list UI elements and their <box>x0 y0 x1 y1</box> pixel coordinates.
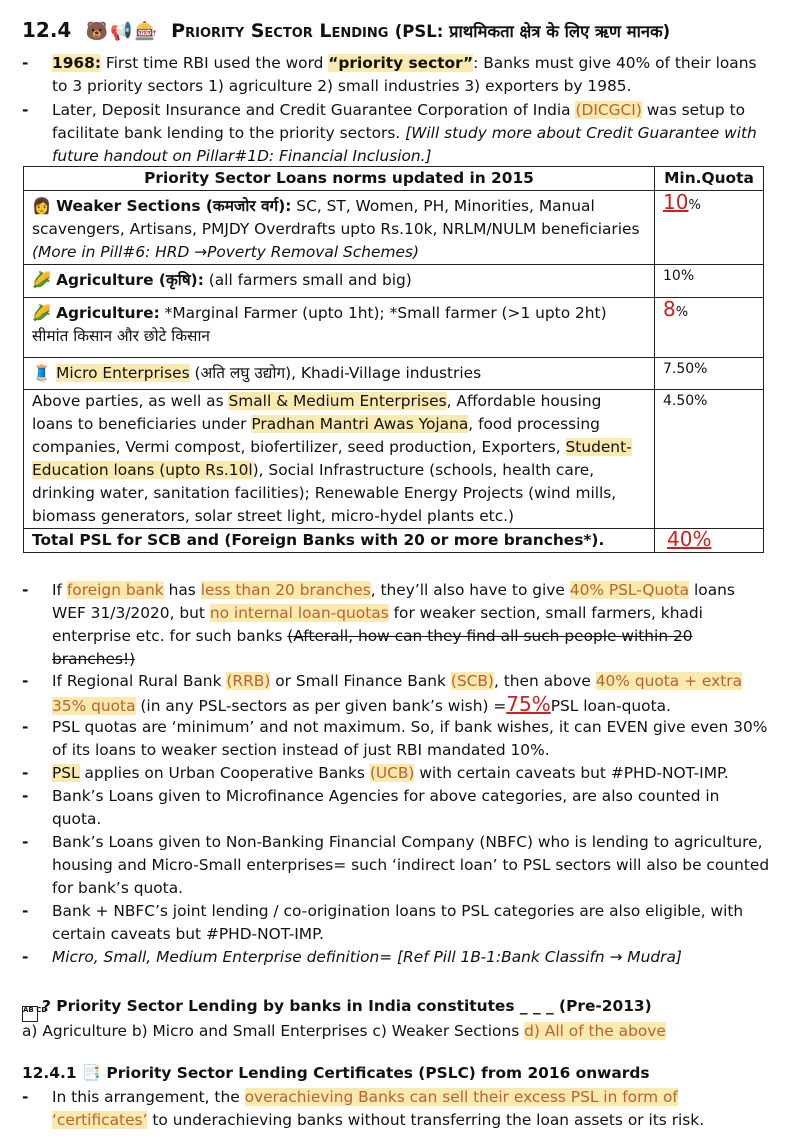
quota-total <box>655 529 764 553</box>
text: , then above <box>493 672 596 690</box>
text: applies on Urban Cooperative Banks <box>79 764 370 782</box>
table-row-other-sectors <box>24 390 655 529</box>
text: was setup to facilitate bank lending to the priority sectors. <box>52 101 746 142</box>
quota-agriculture: 10% <box>655 265 764 298</box>
pslc-number: 12.4.1 <box>22 1064 77 1082</box>
corn-icon: 🌽 <box>32 304 52 322</box>
text: with certain caveats but #PHD-NOT-IMP. <box>414 764 729 782</box>
bullet-pslc: - In this arrangement, the overachieving Banks can sell their excess PSL in form of ‘certificates’ to underachieving banks without transferring the loan assets or its risk. <box>22 1088 705 1129</box>
highlight: (SCB) <box>450 672 494 690</box>
table-row-weaker-sections <box>24 191 655 265</box>
highlight: no internal loan-quotas <box>209 604 389 622</box>
corn-icon: 🌽 <box>32 271 52 289</box>
question-text: Priority Sector Lending by banks in India constitutes _ _ _ (Pre-2013) <box>56 997 652 1015</box>
quiz-answer: d) All of the above <box>524 1022 666 1040</box>
quota-other-sectors: 4.50% <box>655 390 764 529</box>
pslc-title: Priority Sector Lending Certificates (PSLC) from 2016 onwards <box>106 1064 650 1082</box>
text: loans WEF 31/3/2020, but <box>52 581 735 622</box>
text: PSL loan-quota. <box>550 697 671 715</box>
text: (in any PSL-sectors as per given bank’s wish) = <box>135 697 507 715</box>
highlight: Pradhan Mantri Awas Yojana <box>251 415 469 433</box>
woman-icon: 👩 <box>32 197 52 215</box>
text: If Regional Rural Bank <box>52 672 227 690</box>
bullet-microfinance: - Bank’s Loans given to Microfinance Agencies for above categories, are also counted in quota. <box>22 785 772 831</box>
table-row-total: Total PSL for SCB and (Foreign Banks with 20 or more branches*). <box>24 529 655 553</box>
text: PSL quotas are ‘minimum’ and not maximum. So, if bank wishes, it can EVEN give even 30% of its loans to weaker section instead of just RBI mandated 10%. <box>52 718 768 759</box>
pct: % <box>688 198 701 213</box>
row-text: (अति लघु उद्योग), Khadi-Village industries <box>189 364 482 382</box>
abcd-quiz-icon: AB CD <box>22 1006 38 1022</box>
text: In this arrangement, the <box>52 1088 245 1106</box>
psl-norms-table <box>23 166 764 553</box>
row-label: Agriculture: <box>56 304 160 322</box>
row-text: , food processing companies, Vermi compost, biofertilizer, seed production, Exporters, <box>32 415 600 456</box>
bullet-msme-definition: - Micro, Small, Medium Enterprise definition= [Ref Pill 1B-1:Bank Classifn → Mudra] <box>22 946 772 969</box>
text: has <box>163 581 201 599</box>
thread-spool-icon: 🧵 <box>32 364 52 382</box>
row-label: Agriculture (कृषि): <box>56 271 204 289</box>
row-text: *Marginal Farmer (upto 1ht); *Small farmer (>1 upto 2ht) सीमांत किसान और छोटे किसान <box>32 304 607 345</box>
intro-bullet-1968: - 1968: First time RBI used the word “priority sector”: Banks must give 40% of their loans to 3 priority sectors 1) agriculture 2) small industries 3) exporters by 1985. <box>22 54 757 95</box>
row-text: ), Social Infrastructure (schools, health care, drinking water, sanitation facilities); Renewable Energy Projects (wind mills, biomass generators, solar street light, micro-hydel plants etc.) <box>32 461 617 525</box>
section-heading <box>22 19 670 43</box>
bullet-nbfc: - Bank’s Loans given to Non-Banking Financial Company (NBFC) who is lending to agriculture, housing and Micro-Small enterprises= such ‘indirect loan’ to PSL sectors will also be counted for bank’s quota. <box>22 831 772 900</box>
text: Bank’s Loans given to Microfinance Agencies for above categories, are also counted in quota. <box>52 787 720 828</box>
highlight: overachieving Banks can sell their excess PSL in form of ‘certificates’ <box>52 1088 678 1129</box>
highlight: 40% quota + extra 35% quota <box>52 672 743 715</box>
quota-small-farmers <box>655 298 764 358</box>
pslc-heading <box>22 1062 650 1085</box>
table-row-micro-enterprises <box>24 358 655 390</box>
highlight: PSL <box>52 764 80 782</box>
highlight: (RRB) <box>226 672 271 690</box>
intro-bullet-dicgci: - Later, Deposit Insurance and Credit Guarantee Corporation of India (DICGCI) was setup to facilitate bank lending to the priority sectors. [Will study more about Credit Guarantee with future handout on Pillar#1D: Financial Inclusion.] <box>22 101 757 165</box>
section-title: Priority Sector Lending <box>171 20 389 42</box>
bullet-foreign-bank: - If foreign bank has less than 20 branches, they’ll also have to give 40% PSL-Quota loans WEF 31/3/2020, but no internal loan-quotas for weaker section, small farmers, khadi enterprise etc. for such banks (Afterall, how can they find all such people within 20 branches!) <box>22 581 735 668</box>
text: or Small Finance Bank <box>270 672 451 690</box>
table-header-left: Priority Sector Loans norms updated in 2015 <box>24 167 655 191</box>
bullet-ucb: - PSL applies on Urban Cooperative Banks (UCB) with certain caveats but #PHD-NOT-IMP. <box>22 764 729 782</box>
table-row-agriculture <box>24 265 655 298</box>
text: for weaker section, small farmers, khadi enterprise etc. for such banks <box>52 604 703 645</box>
quiz-question <box>22 995 652 1022</box>
text: to underachieving banks without transferring the loan assets or its risk. <box>147 1111 705 1129</box>
highlight: Student-Education loans (upto Rs.10l <box>32 438 632 479</box>
quiz-options <box>22 1020 666 1043</box>
priority-sector-term: “priority sector” <box>328 54 474 72</box>
table-row-small-farmers <box>24 298 655 358</box>
row-text: , Affordable housing loans to beneficiaries under <box>32 392 602 433</box>
text: First time RBI used the word <box>101 54 329 72</box>
handwritten-quota: 40% <box>667 527 712 551</box>
bullet-co-origination: - Bank + NBFC’s joint lending / co-origination loans to PSL categories are also eligible, with certain caveats but #PHD-NOT-IMP. <box>22 900 772 946</box>
dicgci-acronym: (DICGCI) <box>575 101 642 119</box>
row-note: (More in Pill#6: HRD →Poverty Removal Schemes) <box>32 243 419 261</box>
highlight: Micro Enterprises <box>56 364 190 382</box>
handwritten-quota: 75% <box>506 692 551 716</box>
text: Later, Deposit Insurance and Credit Guarantee Corporation of India <box>52 101 576 119</box>
row-text: (all farmers small and big) <box>203 271 412 289</box>
highlight: (UCB) <box>369 764 415 782</box>
text: If <box>52 581 67 599</box>
bullet-rrb-scb: - If Regional Rural Bank (RRB) or Small Finance Bank (SCB), then above 40% quota + extra 35% quota (in any PSL-sectors as per given bank’s wish) =75%PSL loan-quota. <box>22 672 743 716</box>
highlight: Small & Medium Enterprises <box>228 392 447 410</box>
row-text: Above parties, as well as <box>32 392 229 410</box>
highlight: less than 20 branches <box>200 581 371 599</box>
certificate-icon: 📑 <box>81 1064 102 1082</box>
struck-text: (Afterall, how can they find all such people within 20 branches!) <box>52 627 693 668</box>
text: Micro, Small, Medium Enterprise definition= [Ref Pill 1B-1:Bank Classifn → Mudra] <box>52 948 682 966</box>
text: , they’ll also have to give <box>370 581 570 599</box>
text: Bank + NBFC’s joint lending / co-origination loans to PSL categories are also eligible, with certain caveats but #PHD-NOT-IMP. <box>52 902 744 943</box>
pct: % <box>675 305 689 320</box>
row-label: Weaker Sections (कमजोर वर्ग): <box>56 197 292 215</box>
highlight: 40% PSL-Quota <box>569 581 690 599</box>
handwritten-quota: 8 <box>663 297 676 321</box>
table-header-right: Min.Quota <box>655 167 764 191</box>
bear-megaphone-icon: 🐻📢🎰 <box>85 21 159 42</box>
row-text: SC, ST, Women, PH, Minorities, Manual scavengers, Artisans, PMJDY Overdrafts upto Rs.10k, NRLM/NULM beneficiaries <box>32 197 640 238</box>
quota-weaker-sections <box>655 191 764 265</box>
section-title-hindi: (PSL: प्राथमिकता क्षेत्र के लिए ऋण मानक) <box>394 22 671 41</box>
quota-micro-enterprises: 7.50% <box>655 358 764 390</box>
bullet-minimum-quota: - PSL quotas are ‘minimum’ and not maximum. So, if bank wishes, it can EVEN give even 30% of its loans to weaker section instead of just RBI mandated 10%. <box>22 716 772 762</box>
handwritten-quota: 10 <box>663 190 689 214</box>
text: : Banks must give 40% of their loans to 3 priority sectors 1) agriculture 2) small industries 3) exporters by 1985. <box>52 54 757 95</box>
year-1968: 1968: <box>52 54 101 72</box>
question-mark-icon: ? <box>42 997 51 1015</box>
options-text: a) Agriculture b) Micro and Small Enterprises c) Weaker Sections <box>22 1022 525 1040</box>
italic-note: [Will study more about Credit Guarantee with future handout on Pillar#1D: Financial Inclusion.] <box>52 124 757 165</box>
highlight: foreign bank <box>66 581 164 599</box>
section-number: 12.4 <box>22 18 72 42</box>
text: Bank’s Loans given to Non-Banking Financial Company (NBFC) who is lending to agriculture, housing and Micro-Small enterprises= such ‘indirect loan’ to PSL sectors will also be counted for bank’s quota. <box>52 833 770 897</box>
